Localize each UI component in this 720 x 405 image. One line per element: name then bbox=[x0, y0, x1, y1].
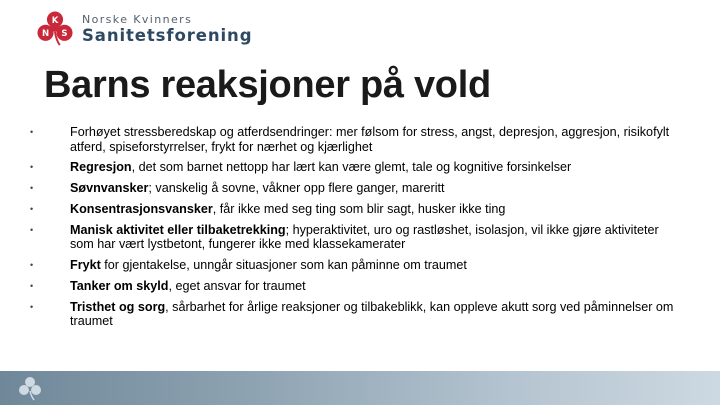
bullet-item bbox=[30, 201, 674, 217]
bullet-item bbox=[30, 257, 674, 273]
bullet-lead: Frykt bbox=[70, 257, 101, 272]
bullet-lead: Regresjon bbox=[70, 160, 132, 175]
logo-letter-n: N bbox=[41, 29, 50, 40]
clover-logo-icon bbox=[34, 11, 76, 47]
bullet-text: for gjentakelse, unngår situasjoner som kan påminne om traumet bbox=[100, 257, 467, 272]
footer-bar bbox=[0, 371, 720, 405]
logo-text-line2: Sanitetsforening bbox=[82, 25, 253, 45]
bullet-dot-icon: • bbox=[30, 203, 34, 214]
bullet-lead: Konsentrasjonsvansker bbox=[70, 201, 213, 216]
bullet-text: , eget ansvar for traumet bbox=[168, 278, 306, 293]
bullet-dot-icon: • bbox=[30, 224, 34, 235]
bullet-dot-icon: • bbox=[30, 259, 34, 270]
bullet-list bbox=[30, 125, 674, 335]
bullet-item bbox=[30, 181, 674, 196]
clover-logo-icon bbox=[17, 375, 43, 401]
bullet-item bbox=[30, 222, 674, 252]
bullet-item bbox=[30, 278, 674, 294]
logo-letter-s: S bbox=[61, 29, 68, 40]
bullet-item bbox=[30, 160, 674, 175]
bullet-dot-icon: • bbox=[30, 301, 34, 312]
bullet-text: , får ikke med seg ting som blir sagt, husker ikke ting bbox=[212, 201, 506, 216]
organization-logo bbox=[34, 11, 252, 47]
bullet-lead: Søvnvansker bbox=[70, 181, 149, 196]
bullet-dot-icon: • bbox=[30, 183, 34, 194]
bullet-text: , det som barnet nettopp har lært kan være glemt, tale og kognitive forsinkelser bbox=[131, 160, 572, 175]
bullet-lead: Tanker om skyld bbox=[70, 278, 169, 293]
bullet-dot-icon: • bbox=[30, 162, 34, 173]
bullet-lead: Manisk aktivitet eller tilbaketrekking bbox=[70, 222, 286, 237]
logo-letter-k: K bbox=[51, 15, 59, 26]
bullet-text: ; hyperaktivitet, uro og rastløshet, isolasjon, vil ikke gjøre aktiviteter som har vært lystbetont, fungerer ikke med klassekamerater bbox=[70, 222, 659, 252]
bullet-text: Forhøyet stressberedskap og atferdsendringer: mer følsom for stress, angst, depresjon, aggresjon, risikofylt atferd, spiseforstyrrelser, frykt for nærhet og kjærlighet bbox=[70, 125, 670, 154]
bullet-text: , sårbarhet for årlige reaksjoner og tilbakeblikk, kan oppleve akutt sorg ved påminnelser om traumet bbox=[70, 299, 674, 329]
bullet-text: ; vanskelig å sovne, våkner opp flere ganger, mareritt bbox=[148, 181, 445, 196]
slide-title: Barns reaksjoner på vold bbox=[44, 64, 491, 106]
bullet-lead: Tristhet og sorg bbox=[70, 299, 166, 314]
bullet-item bbox=[30, 299, 674, 329]
bullet-dot-icon: • bbox=[30, 127, 34, 137]
bullet-item bbox=[30, 125, 674, 154]
bullet-dot-icon: • bbox=[30, 280, 34, 291]
logo-text-line1: Norske Kvinners bbox=[82, 12, 193, 26]
